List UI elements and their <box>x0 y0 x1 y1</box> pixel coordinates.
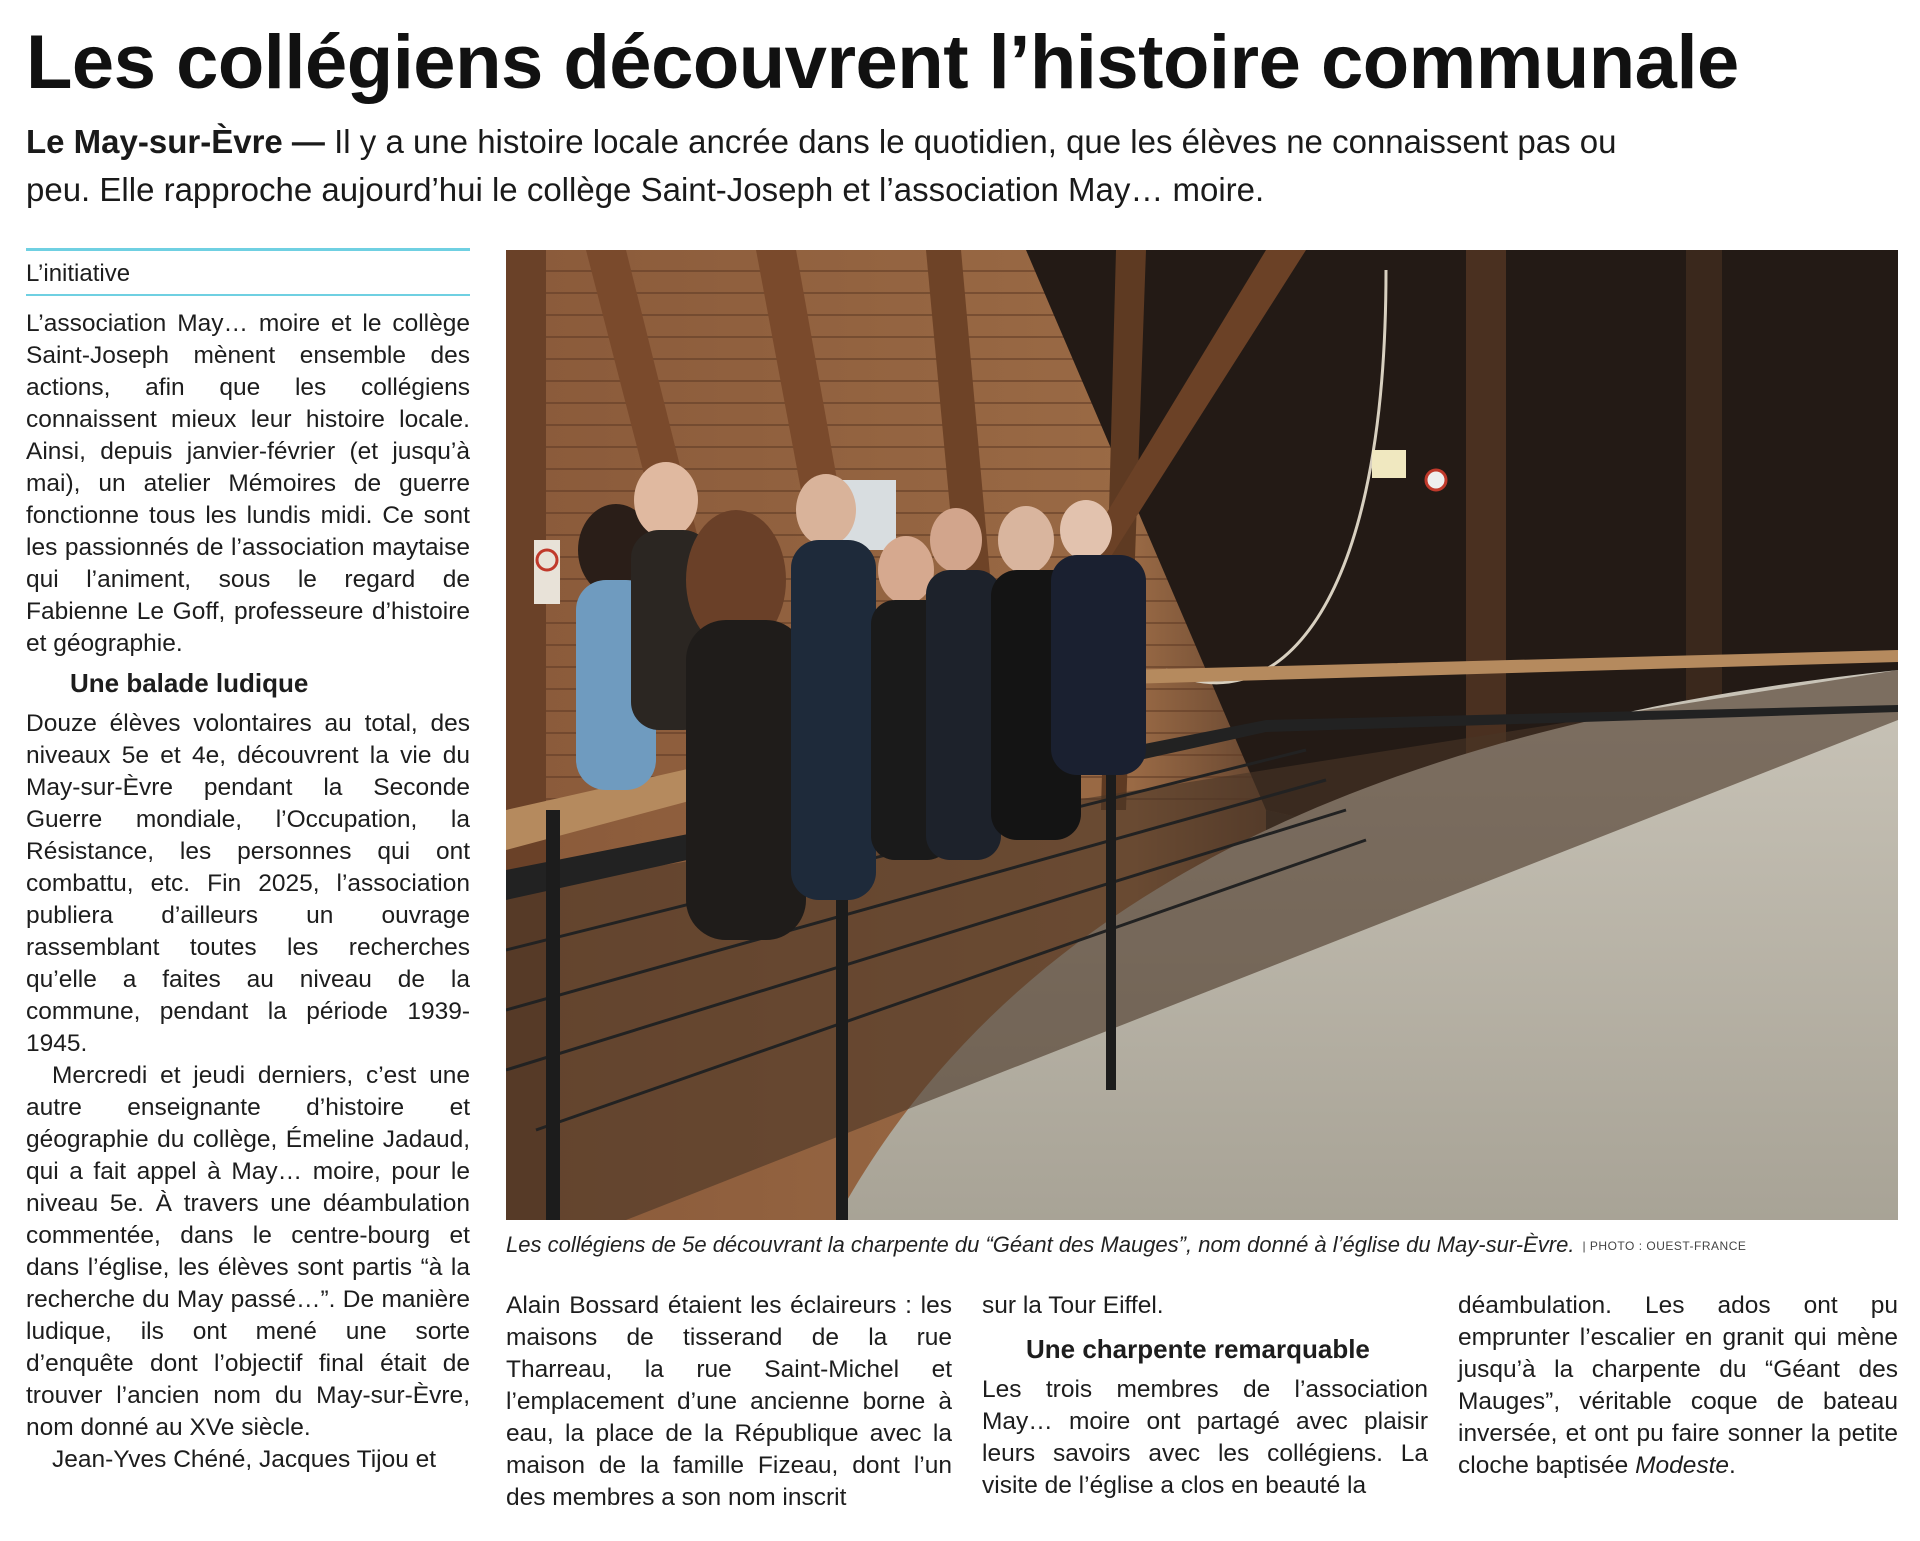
paragraph: Jean-Yves Chéné, Jacques Tijou et <box>52 1446 437 1473</box>
paragraph: L’association May… moire et le collège Saint-Joseph mènent ensemble des actions, afin que les collégiens connaissent mieux leur histoire locale. Ainsi, depuis janvier-février (et jusqu’à mai), un atelier Mémoires de guerre fonctionne tous les lundis midi. Ce sont les passionnés de l’association maytaise qui l’animent, sous le regard de Fabienne Le Goff, professeure d’histoire et géographie. <box>26 310 470 657</box>
column-2 <box>506 1290 952 1514</box>
paragraph: Douze élèves volontaires au total, des niveaux 5e et 4e, découvrent la vie du May-sur-Èvre pendant la Seconde Guerre mondiale, l’Occupation, la Résistance, les personnes qui ont combattu, etc. Fin 2025, l’association publiera d’ailleurs un ouvrage rassemblant toutes les recherches qu’elle a faites au niveau de la commune, pendant la période 1939-1945. <box>26 710 470 1057</box>
paragraph: sur la Tour Eiffel. <box>982 1292 1164 1319</box>
article-photo <box>506 250 1898 1220</box>
column-1-body <box>26 308 470 1476</box>
paragraph-end: . <box>1729 1452 1736 1479</box>
lede <box>26 118 1666 214</box>
headline: Les collégiens découvrent l’histoire communale <box>26 20 1739 105</box>
photo-credit: | PHOTO : OUEST-FRANCE <box>1582 1239 1747 1254</box>
paragraph: Les trois membres de l’association May… moire ont partagé avec plaisir leurs savoirs avec les collégiens. La visite de l’église a clos en beauté la <box>982 1376 1428 1499</box>
kicker-rule-top <box>26 248 470 251</box>
subhead-charpente: Une charpente remarquable <box>1026 1334 1370 1364</box>
kicker-label: L’initiative <box>26 260 131 287</box>
caption-text: Les collégiens de 5e découvrant la charpente du “Géant des Mauges”, nom donné à l’église du May-sur-Èvre. <box>506 1232 1575 1257</box>
paragraph <box>1458 1290 1898 1482</box>
photo-caption <box>506 1230 1898 1261</box>
column-4 <box>1458 1290 1898 1482</box>
lede-text: Il y a une histoire locale ancrée dans le quotidien, que les élèves ne connaissent pas ou peu. Elle rapproche aujourd’hui le collège Saint-Joseph et l’association May… moire. <box>26 123 1617 208</box>
dateline: Le May-sur-Èvre — <box>26 123 325 160</box>
subhead-balade: Une balade ludique <box>70 668 309 698</box>
bell-name: Modeste <box>1635 1452 1730 1479</box>
paragraph: Alain Bossard étaient les éclaireurs : les maisons de tisserand de la rue Tharreau, la rue Saint-Michel et l’emplacement d’une ancienne borne à eau, la place de la République avec la maison de la famille Fizeau, dont l’un des membres a son nom inscrit <box>506 1292 952 1511</box>
column-3 <box>982 1290 1428 1502</box>
church-attic-photo <box>506 250 1898 1220</box>
paragraph-text: déambulation. Les ados ont pu emprunter l’escalier en granit qui mène jusqu’à la charpente du “Géant des Mauges”, véritable coque de bateau inversée, et ont pu faire sonner la petite cloche baptisée <box>1458 1292 1898 1479</box>
paragraph: Mercredi et jeudi derniers, c’est une autre enseignante d’histoire et géographie du collège, Émeline Jadaud, qui a fait appel à May… moire, pour le niveau 5e. À travers une déambulation commentée, dans le centre-bourg et dans l’église, les élèves sont partis “à la recherche du May passé…”. De manière ludique, ils ont mené une sorte d’enquête dont l’objectif final était de trouver l’ancien nom du May-sur-Èvre, nom donné au XVe siècle. <box>26 1062 470 1441</box>
kicker-rule-bottom <box>26 294 470 296</box>
